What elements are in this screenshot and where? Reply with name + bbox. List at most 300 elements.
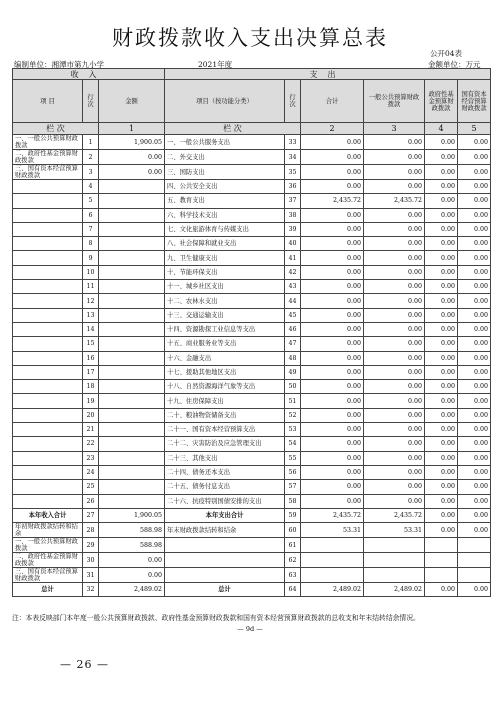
sub2-line: 30	[83, 553, 99, 568]
row-line: 21	[83, 423, 99, 437]
row-exp-item: 二十一、国有资本经营预算支出	[165, 423, 285, 437]
begin-label: 年初财政拨款结转和结余	[13, 523, 83, 538]
row-line: 16	[83, 351, 99, 365]
row-exp-line: 48	[285, 351, 301, 365]
row-total: 0.00	[301, 451, 364, 465]
row-soe: 0.00	[458, 237, 491, 251]
row-total: 0.00	[301, 180, 364, 194]
row-item	[13, 394, 83, 408]
row-fund: 0.00	[425, 294, 458, 308]
row-item	[13, 380, 83, 394]
row-exp-line: 57	[285, 480, 301, 494]
row-exp-item: 七、文化旅游体育与传媒支出	[165, 222, 285, 236]
row-exp-item: 十三、交通运输支出	[165, 308, 285, 322]
grand-eline: 64	[285, 583, 301, 597]
row-item	[13, 280, 83, 294]
expense-total-gen: 2,435.72	[364, 508, 425, 522]
row-item: 三、国有资本经营预算财政拨款	[13, 165, 83, 180]
row-general: 0.00	[364, 165, 425, 180]
row-exp-line: 55	[285, 451, 301, 465]
row-exp-item: 九、卫生健康支出	[165, 251, 285, 265]
row-soe: 0.00	[458, 135, 491, 150]
row-soe: 0.00	[458, 480, 491, 494]
row-amount	[99, 380, 165, 394]
row-line: 15	[83, 337, 99, 351]
row-item	[13, 437, 83, 451]
row-total: 2,435.72	[301, 194, 364, 208]
end-total: 53.31	[301, 523, 364, 538]
row-item	[13, 365, 83, 379]
row-exp-line: 44	[285, 294, 301, 308]
row-line: 10	[83, 265, 99, 279]
row-total: 0.00	[301, 380, 364, 394]
row-item	[13, 451, 83, 465]
row-general: 0.00	[364, 437, 425, 451]
row-total: 0.00	[301, 408, 364, 422]
row-total: 0.00	[301, 165, 364, 180]
row-item	[13, 237, 83, 251]
row-amount	[99, 251, 165, 265]
row-amount	[99, 365, 165, 379]
row-general: 0.00	[364, 280, 425, 294]
row-exp-line: 41	[285, 251, 301, 265]
row-general: 0.00	[364, 465, 425, 479]
row-amount	[99, 465, 165, 479]
empty-cell	[165, 538, 285, 553]
row-total: 0.00	[301, 251, 364, 265]
row-general: 0.00	[364, 208, 425, 222]
row-soe: 0.00	[458, 280, 491, 294]
table-row	[13, 380, 491, 394]
row-item: 一、一般公共预算财政拨款	[13, 135, 83, 150]
table-row	[13, 308, 491, 322]
row-total: 0.00	[301, 208, 364, 222]
col-fund: 政府性基金预算财政拨款	[425, 80, 458, 123]
form-code: 公开04表	[430, 49, 463, 58]
row-fund: 0.00	[425, 308, 458, 322]
row-line: 9	[83, 251, 99, 265]
row-total: 0.00	[301, 337, 364, 351]
table-row	[13, 423, 491, 437]
table-row	[13, 322, 491, 336]
row-item: 二、政府性基金预算财政拨款	[13, 150, 83, 165]
table-row	[13, 237, 491, 251]
row-line: 24	[83, 465, 99, 479]
col-soe: 国有资本经营预算财政拨款	[458, 80, 491, 123]
row-amount: 0.00	[99, 150, 165, 165]
row-exp-line: 40	[285, 237, 301, 251]
row-item	[13, 351, 83, 365]
row-line: 17	[83, 365, 99, 379]
row-soe: 0.00	[458, 308, 491, 322]
row-soe: 0.00	[458, 194, 491, 208]
row-line: 4	[83, 180, 99, 194]
row-line: 11	[83, 280, 99, 294]
empty-cell	[364, 538, 425, 553]
grand-label-2: 总计	[165, 583, 285, 597]
row-exp-item: 二十二、灾害防治及应急管理支出	[165, 437, 285, 451]
row-soe: 0.00	[458, 465, 491, 479]
row-exp-line: 54	[285, 437, 301, 451]
col-exp-line: 行次	[285, 80, 301, 123]
grand-amount: 2,489.02	[99, 583, 165, 597]
row-general: 0.00	[364, 180, 425, 194]
empty-cell	[364, 553, 425, 568]
row-line: 2	[83, 150, 99, 165]
table-row	[13, 251, 491, 265]
table-row	[13, 494, 491, 508]
row-line: 25	[83, 480, 99, 494]
row-item	[13, 265, 83, 279]
empty-cell	[425, 568, 458, 583]
row-item	[13, 465, 83, 479]
row-exp-item: 十六、金融支出	[165, 351, 285, 365]
empty-cell	[425, 538, 458, 553]
row-exp-item: 二十六、抗疫特别国债安排的支出	[165, 494, 285, 508]
row-line: 26	[83, 494, 99, 508]
row-amount	[99, 237, 165, 251]
row-line: 14	[83, 322, 99, 336]
row-exp-line: 51	[285, 394, 301, 408]
table-row	[13, 265, 491, 279]
row-amount	[99, 494, 165, 508]
col-general: 一般公共预算财政拨款	[364, 80, 425, 123]
row-exp-line: 36	[285, 180, 301, 194]
row-soe: 0.00	[458, 294, 491, 308]
empty-cell	[458, 568, 491, 583]
row-exp-item: 十四、资源勘探工业信息等支出	[165, 322, 285, 336]
end-soe: 0.00	[458, 523, 491, 538]
row-exp-item: 十、节能环保支出	[165, 265, 285, 279]
row-amount	[99, 222, 165, 236]
row-line: 12	[83, 294, 99, 308]
row-general: 0.00	[364, 265, 425, 279]
row-amount	[99, 408, 165, 422]
begin-amount: 588.98	[99, 523, 165, 538]
row-soe: 0.00	[458, 365, 491, 379]
row-fund: 0.00	[425, 208, 458, 222]
expense-total: 2,435.72	[301, 508, 364, 522]
row-exp-item: 一、一般公共服务支出	[165, 135, 285, 150]
income-total-line: 27	[83, 508, 99, 522]
column-header-row	[13, 80, 491, 123]
row-fund: 0.00	[425, 280, 458, 294]
row-general: 0.00	[364, 380, 425, 394]
table-row	[13, 408, 491, 422]
row-amount	[99, 265, 165, 279]
empty-cell	[301, 568, 364, 583]
table-row	[13, 365, 491, 379]
row-total: 0.00	[301, 150, 364, 165]
empty-cell	[458, 553, 491, 568]
row-total: 0.00	[301, 280, 364, 294]
row-general: 0.00	[364, 294, 425, 308]
row-exp-item: 三、国防支出	[165, 165, 285, 180]
sub2-amount: 0.00	[99, 553, 165, 568]
row-line: 13	[83, 308, 99, 322]
row-exp-line: 34	[285, 150, 301, 165]
row-fund: 0.00	[425, 437, 458, 451]
table-row	[13, 480, 491, 494]
table-row	[13, 208, 491, 222]
end-label: 年末财政拨款结转和结余	[165, 523, 285, 538]
row-exp-item: 十二、农林水支出	[165, 294, 285, 308]
row-fund: 0.00	[425, 351, 458, 365]
col-exp-item: 项目（按功能分类）	[165, 80, 285, 123]
row-total: 0.00	[301, 365, 364, 379]
table-row	[13, 135, 491, 150]
amount-unit: 金额单位：万元	[428, 60, 481, 69]
row-amount	[99, 394, 165, 408]
sub1-line: 29	[83, 538, 99, 553]
row-line: 19	[83, 394, 99, 408]
row-total: 0.00	[301, 465, 364, 479]
sub3-eline: 63	[285, 568, 301, 583]
row-line: 3	[83, 165, 99, 180]
row-amount	[99, 322, 165, 336]
section-header-row	[13, 69, 491, 80]
col-total: 合计	[301, 80, 364, 123]
row-exp-line: 53	[285, 423, 301, 437]
end-fund: 0.00	[425, 523, 458, 538]
expense-total-fund: 0.00	[425, 508, 458, 522]
empty-cell	[165, 553, 285, 568]
page-number: — 26 —	[60, 658, 109, 671]
sub3-amount: 0.00	[99, 568, 165, 583]
row-total: 0.00	[301, 222, 364, 236]
row-item	[13, 222, 83, 236]
row-fund: 0.00	[425, 165, 458, 180]
row-amount	[99, 294, 165, 308]
row-exp-line: 38	[285, 208, 301, 222]
row-fund: 0.00	[425, 222, 458, 236]
table-row	[13, 165, 491, 180]
row-fund: 0.00	[425, 423, 458, 437]
row-soe: 0.00	[458, 150, 491, 165]
row-exp-line: 47	[285, 337, 301, 351]
row-soe: 0.00	[458, 222, 491, 236]
row-exp-line: 35	[285, 165, 301, 180]
row-amount	[99, 480, 165, 494]
income-total: 1,900.05	[99, 508, 165, 522]
row-soe: 0.00	[458, 394, 491, 408]
col-line: 行次	[83, 80, 99, 123]
row-item	[13, 294, 83, 308]
grand-total: 2,489.02	[301, 583, 364, 597]
row-fund: 0.00	[425, 180, 458, 194]
row-soe: 0.00	[458, 351, 491, 365]
sub2-eline: 62	[285, 553, 301, 568]
unit-label: 编制单位：湘潭市第九小学	[14, 60, 104, 69]
row-general: 0.00	[364, 494, 425, 508]
row-exp-line: 39	[285, 222, 301, 236]
row-fund: 0.00	[425, 408, 458, 422]
row-line: 6	[83, 208, 99, 222]
lan-4: 4	[425, 123, 458, 135]
end-line: 60	[285, 523, 301, 538]
grand-gen: 2,489.02	[364, 583, 425, 597]
row-exp-item: 十九、住房保障支出	[165, 394, 285, 408]
row-exp-line: 45	[285, 308, 301, 322]
sub3-label: 三、国有资本经营预算财政拨款	[13, 568, 83, 583]
row-total: 0.00	[301, 437, 364, 451]
report-year: 2021年度	[198, 60, 233, 69]
row-soe: 0.00	[458, 451, 491, 465]
row-fund: 0.00	[425, 251, 458, 265]
row-general: 0.00	[364, 337, 425, 351]
lan-3: 3	[364, 123, 425, 135]
row-fund: 0.00	[425, 322, 458, 336]
row-soe: 0.00	[458, 494, 491, 508]
row-soe: 0.00	[458, 208, 491, 222]
row-amount	[99, 337, 165, 351]
expense-section: 支出	[165, 69, 491, 80]
end-gen: 53.31	[364, 523, 425, 538]
carryover-sub-row	[13, 553, 491, 568]
table-row	[13, 150, 491, 165]
row-general: 0.00	[364, 150, 425, 165]
sub2-label: 二、政府性基金预算财政拨款	[13, 553, 83, 568]
row-exp-item: 二、外交支出	[165, 150, 285, 165]
row-item	[13, 194, 83, 208]
row-fund: 0.00	[425, 337, 458, 351]
empty-cell	[165, 568, 285, 583]
row-exp-line: 56	[285, 465, 301, 479]
table-row	[13, 222, 491, 236]
row-total: 0.00	[301, 322, 364, 336]
row-item	[13, 308, 83, 322]
empty-cell	[458, 538, 491, 553]
row-amount	[99, 423, 165, 437]
row-exp-item: 二十四、债务还本支出	[165, 465, 285, 479]
row-exp-item: 六、科学技术支出	[165, 208, 285, 222]
row-total: 0.00	[301, 294, 364, 308]
empty-cell	[301, 538, 364, 553]
row-fund: 0.00	[425, 451, 458, 465]
table-row	[13, 194, 491, 208]
row-fund: 0.00	[425, 150, 458, 165]
row-line: 7	[83, 222, 99, 236]
row-exp-line: 50	[285, 380, 301, 394]
grand-total-row	[13, 583, 491, 597]
row-total: 0.00	[301, 265, 364, 279]
row-exp-item: 四、公共安全支出	[165, 180, 285, 194]
grand-line: 32	[83, 583, 99, 597]
budget-table	[12, 68, 491, 597]
grand-soe: 0.00	[458, 583, 491, 597]
carryover-sub-row	[13, 568, 491, 583]
row-total: 0.00	[301, 351, 364, 365]
sub3-line: 31	[83, 568, 99, 583]
row-amount: 1,900.05	[99, 135, 165, 150]
row-line: 20	[83, 408, 99, 422]
row-line: 5	[83, 194, 99, 208]
row-general: 0.00	[364, 408, 425, 422]
row-general: 0.00	[364, 322, 425, 336]
row-total: 0.00	[301, 308, 364, 322]
lan-5: 5	[458, 123, 491, 135]
row-soe: 0.00	[458, 380, 491, 394]
empty-cell	[364, 568, 425, 583]
row-general: 0.00	[364, 308, 425, 322]
row-general: 0.00	[364, 480, 425, 494]
table-row	[13, 337, 491, 351]
row-item	[13, 408, 83, 422]
row-total: 0.00	[301, 135, 364, 150]
sub1-label: 一、一般公共预算财政拨款	[13, 538, 83, 553]
row-fund: 0.00	[425, 465, 458, 479]
row-item	[13, 208, 83, 222]
row-amount	[99, 280, 165, 294]
table-row	[13, 451, 491, 465]
row-fund: 0.00	[425, 135, 458, 150]
table-row	[13, 465, 491, 479]
row-item	[13, 322, 83, 336]
sub1-amount: 588.98	[99, 538, 165, 553]
row-total: 0.00	[301, 494, 364, 508]
row-fund: 0.00	[425, 480, 458, 494]
row-item	[13, 494, 83, 508]
table-note: 注：本表反映部门本年度一般公共预算财政拨款、政府性基金预算财政拨款和国有资本经营预算财政拨款的总收支和年末结转结余情况。	[12, 614, 420, 622]
row-total: 0.00	[301, 394, 364, 408]
expense-total-soe: 0.00	[458, 508, 491, 522]
grand-label: 总计	[13, 583, 83, 597]
sub1-eline: 61	[285, 538, 301, 553]
expense-total-label: 本年支出合计	[165, 508, 285, 522]
row-item	[13, 251, 83, 265]
row-amount	[99, 451, 165, 465]
row-exp-item: 十七、援助其他地区支出	[165, 365, 285, 379]
row-exp-item: 十八、自然资源海洋气象等支出	[165, 380, 285, 394]
row-fund: 0.00	[425, 494, 458, 508]
row-amount	[99, 194, 165, 208]
table-row	[13, 280, 491, 294]
row-general: 0.00	[364, 237, 425, 251]
row-exp-line: 52	[285, 408, 301, 422]
lan-1: 1	[99, 123, 165, 135]
row-soe: 0.00	[458, 437, 491, 451]
empty-cell	[301, 553, 364, 568]
row-exp-item: 二十、粮油物资储备支出	[165, 408, 285, 422]
lan-label: 栏 次	[13, 123, 99, 135]
carryover-row	[13, 523, 491, 538]
row-general: 0.00	[364, 351, 425, 365]
table-row	[13, 394, 491, 408]
row-exp-line: 46	[285, 322, 301, 336]
grand-fund: 0.00	[425, 583, 458, 597]
row-exp-line: 42	[285, 265, 301, 279]
row-fund: 0.00	[425, 380, 458, 394]
lan-2: 2	[301, 123, 364, 135]
row-general: 0.00	[364, 135, 425, 150]
row-line: 18	[83, 380, 99, 394]
row-fund: 0.00	[425, 237, 458, 251]
row-soe: 0.00	[458, 165, 491, 180]
row-soe: 0.00	[458, 322, 491, 336]
table-row	[13, 437, 491, 451]
carryover-sub-row	[13, 538, 491, 553]
row-exp-item: 十一、城乡社区支出	[165, 280, 285, 294]
row-item	[13, 180, 83, 194]
column-index-row	[13, 123, 491, 135]
row-line: 1	[83, 135, 99, 150]
row-exp-line: 49	[285, 365, 301, 379]
row-line: 23	[83, 451, 99, 465]
row-general: 0.00	[364, 222, 425, 236]
row-amount	[99, 351, 165, 365]
row-general: 0.00	[364, 423, 425, 437]
row-soe: 0.00	[458, 265, 491, 279]
